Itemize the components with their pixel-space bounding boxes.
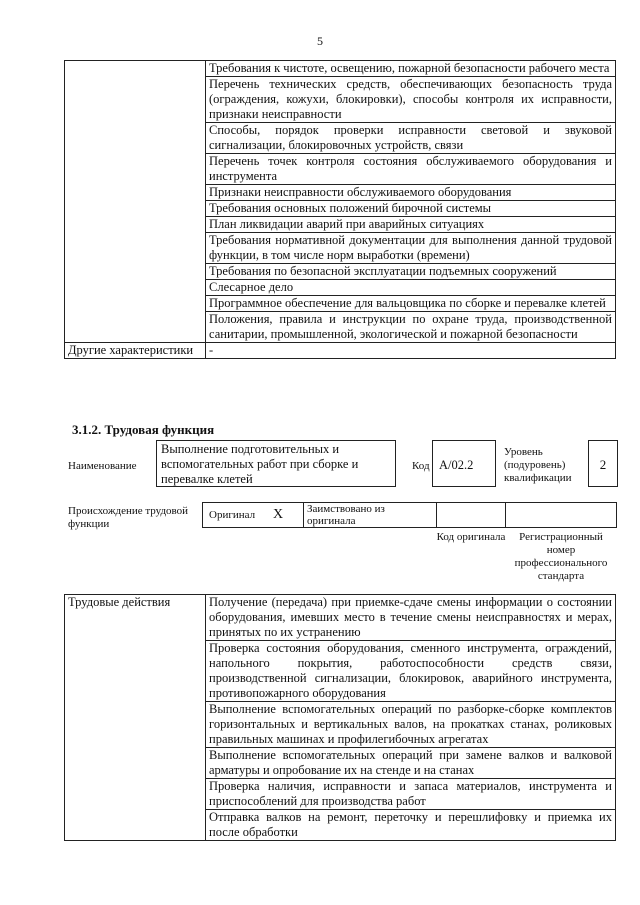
requirements-table xyxy=(64,60,616,359)
action-item: Выполнение вспомогательных операций по разборке-сборке комплектов горизонтальных и вертикальных валов, на прокатках станах, роликовых правильных машинах и профилегибочных агрегатах xyxy=(206,702,616,748)
code-original-label: Код оригинала xyxy=(436,531,506,543)
requirement-item: Требования по безопасной эксплуатации подъемных сооружений xyxy=(206,264,616,280)
requirement-item: Требования нормативной документации для выполнения данной трудовой функции, в том числе норм выработки (времени) xyxy=(206,233,616,264)
requirement-item: Перечень точек контроля состояния обслуживаемого оборудования и инструмента xyxy=(206,154,616,185)
table-row xyxy=(65,595,616,641)
reg-number-label: Регистрационный номер профессионального стандарта xyxy=(514,531,608,582)
level-label: Уровень (подуровень) квалификации xyxy=(504,446,572,484)
requirement-item: Требования основных положений бирочной системы xyxy=(206,201,616,217)
action-item: Проверка состояния оборудования, сменного инструмента, ограждений, напольного покрытия, работоспособности средств связи, производственной сигнализации, блокировок, аварийного инструмента, противопожарного оборудования xyxy=(206,641,616,702)
reg-number-cell xyxy=(505,502,617,528)
action-item: Выполнение вспомогательных операций при замене валков и валковой арматуры и опробование их на стенде и на станах xyxy=(206,748,616,779)
other-characteristics-value: - xyxy=(206,343,616,359)
code-original-cell xyxy=(436,502,506,528)
action-item: Получение (передача) при приемке-сдаче смены информации о состоянии оборудования, имевших место в течение смены неисправностях и мерах, принятых по их устранению xyxy=(206,595,616,641)
requirement-item: Положения, правила и инструкции по охране труда, производственной санитарии, промышленной, экологической и пожарной безопасности xyxy=(206,312,616,343)
actions-label: Трудовые действия xyxy=(65,595,206,841)
action-item: Проверка наличия, исправности и запаса материалов, инструмента и приспособлений для производства работ xyxy=(206,779,616,810)
requirement-item: Программное обеспечение для вальцовщика по сборке и перевалке клетей xyxy=(206,296,616,312)
requirement-item: Перечень технических средств, обеспечивающих безопасность труда (ограждения, кожухи, блокировки), способы контроля их исправности, признаки неисправности xyxy=(206,77,616,123)
level-value: 2 xyxy=(588,440,618,487)
page-number: 5 xyxy=(317,34,323,48)
original-cell xyxy=(202,502,304,528)
code-label: Код xyxy=(412,460,430,472)
original-label: Оригинал xyxy=(209,509,256,521)
original-mark: X xyxy=(273,507,284,522)
requirement-item: Способы, порядок проверки исправности световой и звуковой сигнализации, блокировочных устройств, связи xyxy=(206,123,616,154)
requirement-item: Требования к чистоте, освещению, пожарной безопасности рабочего места xyxy=(206,61,616,77)
origin-label: Происхождение трудовой функции xyxy=(68,505,189,530)
name-label: Наименование xyxy=(68,460,137,472)
name-value: Выполнение подготовительных и вспомогательных работ при сборке и перевалке клетей xyxy=(156,440,396,487)
code-value: А/02.2 xyxy=(432,440,496,487)
requirements-label-cell xyxy=(65,61,206,343)
table-row xyxy=(65,61,616,77)
borrowed-label: Заимствовано из оригинала xyxy=(303,502,437,528)
other-characteristics-label: Другие характеристики xyxy=(65,343,206,359)
action-item: Отправка валков на ремонт, переточку и перешлифовку и приемка их после обработки xyxy=(206,810,616,841)
section-title: 3.1.2. Трудовая функция xyxy=(72,422,215,437)
requirement-item: Признаки неисправности обслуживаемого оборудования xyxy=(206,185,616,201)
table-row xyxy=(65,343,616,359)
actions-table xyxy=(64,594,616,841)
requirement-item: Слесарное дело xyxy=(206,280,616,296)
requirement-item: План ликвидации аварий при аварийных ситуациях xyxy=(206,217,616,233)
